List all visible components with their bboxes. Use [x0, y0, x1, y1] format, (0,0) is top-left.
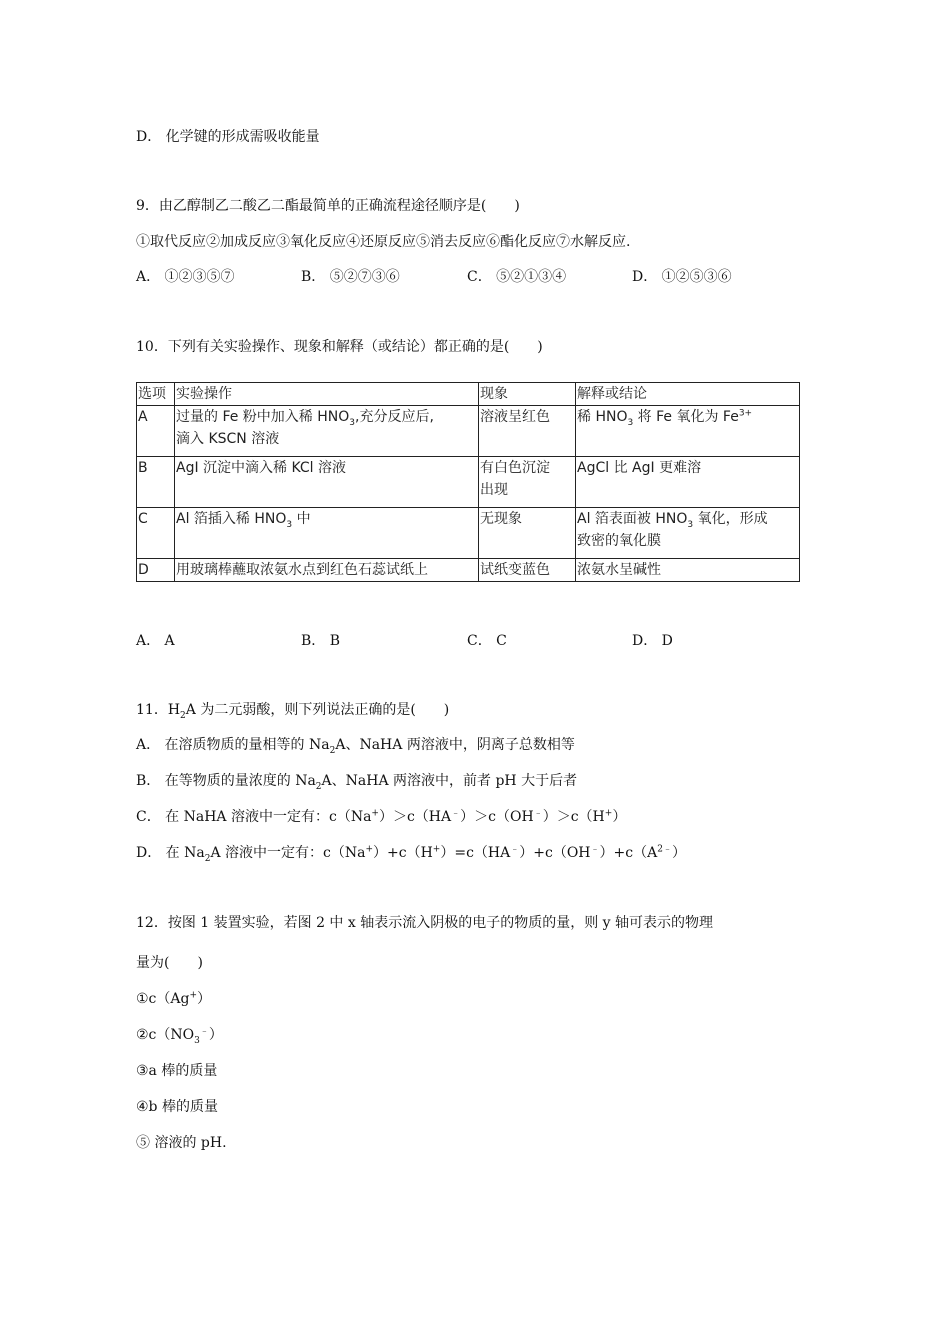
row-label: B [137, 457, 175, 508]
phenomenon-cell: 无现象 [479, 508, 576, 559]
q12-item-3: ③a 棒的质量 [136, 1063, 218, 1079]
phenomenon-cell: 溶液呈红色 [479, 406, 576, 457]
q10-option-d: D． D [632, 633, 673, 649]
q10-option-c: C． C [467, 633, 507, 649]
q11-option-d: D． 在 $Na_2A$ 溶液中一定有：$c(Na^+)+c(H^+)=c(HA^﹣)+c(OH^﹣)+c(A^{2﹣})$ [136, 844, 686, 864]
q11-stem: 11．$H_2A$ 为二元弱酸，则下列说法正确的是( ) [136, 702, 450, 721]
q12-item-5: ⑤ 溶液的 pH. [136, 1135, 227, 1151]
experiment-table [136, 382, 800, 582]
q12-item-1: ①c（Ag+） [136, 990, 212, 1007]
table-row [137, 508, 800, 559]
q9-option-b: B． ⑤②⑦③⑥ [301, 269, 400, 285]
q9-option-a: A． ①②③⑤⑦ [136, 269, 235, 285]
header-cell-option: 选项 [137, 383, 175, 406]
q12-item-4: ④b 棒的质量 [136, 1099, 218, 1115]
row-label: D [137, 559, 175, 582]
explanation-cell: Al 箔表面被 $HNO_3$ 氧化，形成 致密的氧化膜 [576, 508, 800, 559]
q10-option-b: B． B [301, 633, 341, 649]
q9-option-c: C． ⑤②①③④ [467, 269, 567, 285]
q9-reaction-list: ①取代反应②加成反应③氧化反应④还原反应⑤消去反应⑥酯化反应⑦水解反应. [136, 234, 631, 250]
header-cell-operation: 实验操作 [175, 383, 479, 406]
table-row [137, 406, 800, 457]
q11-option-b: B． 在等物质的量浓度的 $Na_2A$、NaHA 两溶液中，前者 pH 大于后者 [136, 773, 578, 792]
q11-option-a: A． 在溶质物质的量相等的 $Na_2A$、NaHA 两溶液中，阴离子总数相等 [136, 737, 575, 756]
explanation-cell: 浓氨水呈碱性 [576, 559, 800, 582]
operation-cell: 用玻璃棒蘸取浓氨水点到红色石蕊试纸上 [175, 559, 479, 582]
table-row [137, 559, 800, 582]
q12-stem-line1: 12．按图 1 装置实验，若图 2 中 x 轴表示流入阴极的电子的物质的量，则 y 轴可表示的物理 [136, 915, 714, 931]
operation-cell: AgI 沉淀中滴入稀 KCl 溶液 [175, 457, 479, 508]
q12-stem-line2: 量为( ) [136, 955, 203, 971]
q9-option-d: D． ①②⑤③⑥ [632, 269, 732, 285]
q12-item-2: $②c(NO_3^﹣)$ [136, 1026, 223, 1046]
row-label: A [137, 406, 175, 457]
q10-option-a: A． A [136, 633, 175, 649]
q10-stem: 10．下列有关实验操作、现象和解释（或结论）都正确的是( ) [136, 339, 543, 355]
q9-stem: 9．由乙醇制乙二酸乙二酯最简单的正确流程途径顺序是( ) [136, 198, 520, 214]
header-cell-explanation: 解释或结论 [576, 383, 800, 406]
operation-cell: 过量的 Fe 粉中加入稀 $HNO_3$,充分反应后, 滴入 KSCN 溶液 [175, 406, 479, 457]
header-cell-phenomenon: 现象 [479, 383, 576, 406]
explanation-cell: 稀 $HNO_3$ 将 Fe 氧化为 $Fe^{3+}$ [576, 406, 800, 457]
explanation-cell: AgCl 比 AgI 更难溶 [576, 457, 800, 508]
phenomenon-cell: 有白色沉淀 出现 [479, 457, 576, 508]
table-header-row [137, 383, 800, 406]
phenomenon-cell: 试纸变蓝色 [479, 559, 576, 582]
q11-option-c: C． 在 NaHA 溶液中一定有：c（Na+）＞c（HA﹣）＞c（OH﹣）＞c（H+） [136, 808, 627, 825]
row-label: C [137, 508, 175, 559]
q8-option-d: D． 化学键的形成需吸收能量 [136, 129, 320, 145]
operation-cell: Al 箔插入稀 $HNO_3$ 中 [175, 508, 479, 559]
table-row [137, 457, 800, 508]
